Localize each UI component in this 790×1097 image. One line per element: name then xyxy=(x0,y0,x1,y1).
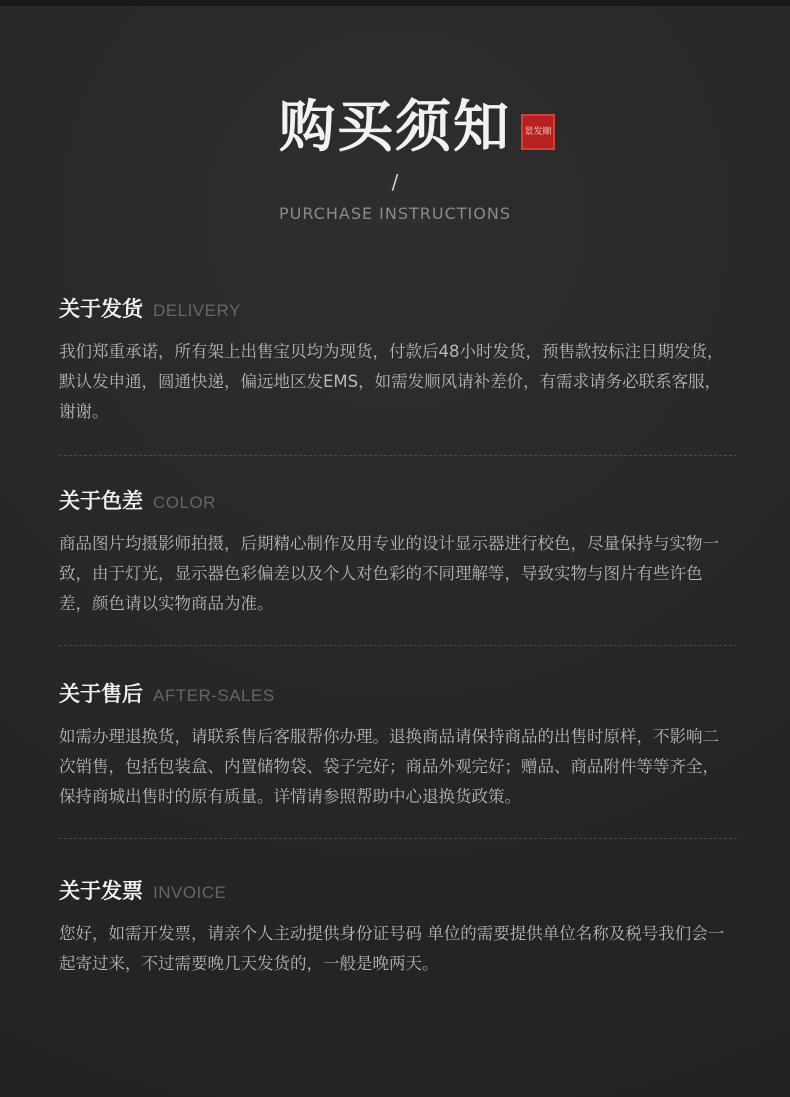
section-body: 您好，如需开发票，请亲个人主动提供身份证号码 单位的需要提供单位名称及税号我们会一起寄过来，不过需要晚几天发货的，一般是晚两天。 xyxy=(59,924,725,973)
section-after-sales xyxy=(59,678,731,812)
section-body: 商品图片均摄影师拍摄，后期精心制作及用专业的设计显示器进行校色，尽量保持与实物一致，由于灯光，显示器色彩偏差以及个人对色彩的不同理解等，导致实物与图片有些许色差，颜色请以实物商品为准。 xyxy=(59,534,719,613)
section-title-en: AFTER-SALES xyxy=(153,686,275,705)
section-title-cn: 关于色差 xyxy=(59,489,143,513)
section-heading xyxy=(59,678,731,710)
section-divider xyxy=(59,838,737,839)
section-invoice xyxy=(59,875,731,979)
title-slash: / xyxy=(391,170,399,194)
section-title-en: INVOICE xyxy=(153,883,227,902)
seal-stamp-icon: 景发顺 xyxy=(521,114,555,150)
section-body: 如需办理退换货，请联系售后客服帮你办理。退换商品请保持商品的出售时原样，不影响二次销售，包括包装盒、内置储物袋、袋子完好；商品外观完好；赠品、商品附件等等齐全，保持商城出售时的原有质量。详情请参照帮助中心退换货政策。 xyxy=(59,727,719,806)
section-title-cn: 关于发票 xyxy=(59,879,143,903)
section-body: 我们郑重承诺，所有架上出售宝贝均为现货，付款后48小时发货，预售款按标注日期发货，默认发申通，圆通快递，偏远地区发EMS，如需发顺风请补差价，有需求请务必联系客服，谢谢。 xyxy=(59,342,724,421)
section-heading xyxy=(59,485,731,517)
section-heading xyxy=(59,293,731,325)
title-wrap xyxy=(279,92,552,162)
section-divider xyxy=(59,645,737,646)
section-heading xyxy=(59,875,731,907)
top-border xyxy=(0,0,790,6)
section-delivery xyxy=(59,293,731,427)
section-color xyxy=(59,485,731,619)
section-title-en: DELIVERY xyxy=(153,301,241,320)
section-divider xyxy=(59,455,737,456)
page-header xyxy=(0,92,790,223)
section-title-cn: 关于发货 xyxy=(59,297,143,321)
section-title-en: COLOR xyxy=(153,493,216,512)
section-title-cn: 关于售后 xyxy=(59,682,143,706)
page-subtitle: PURCHASE INSTRUCTIONS xyxy=(278,204,511,223)
page-title: 购买须知 xyxy=(279,94,511,160)
